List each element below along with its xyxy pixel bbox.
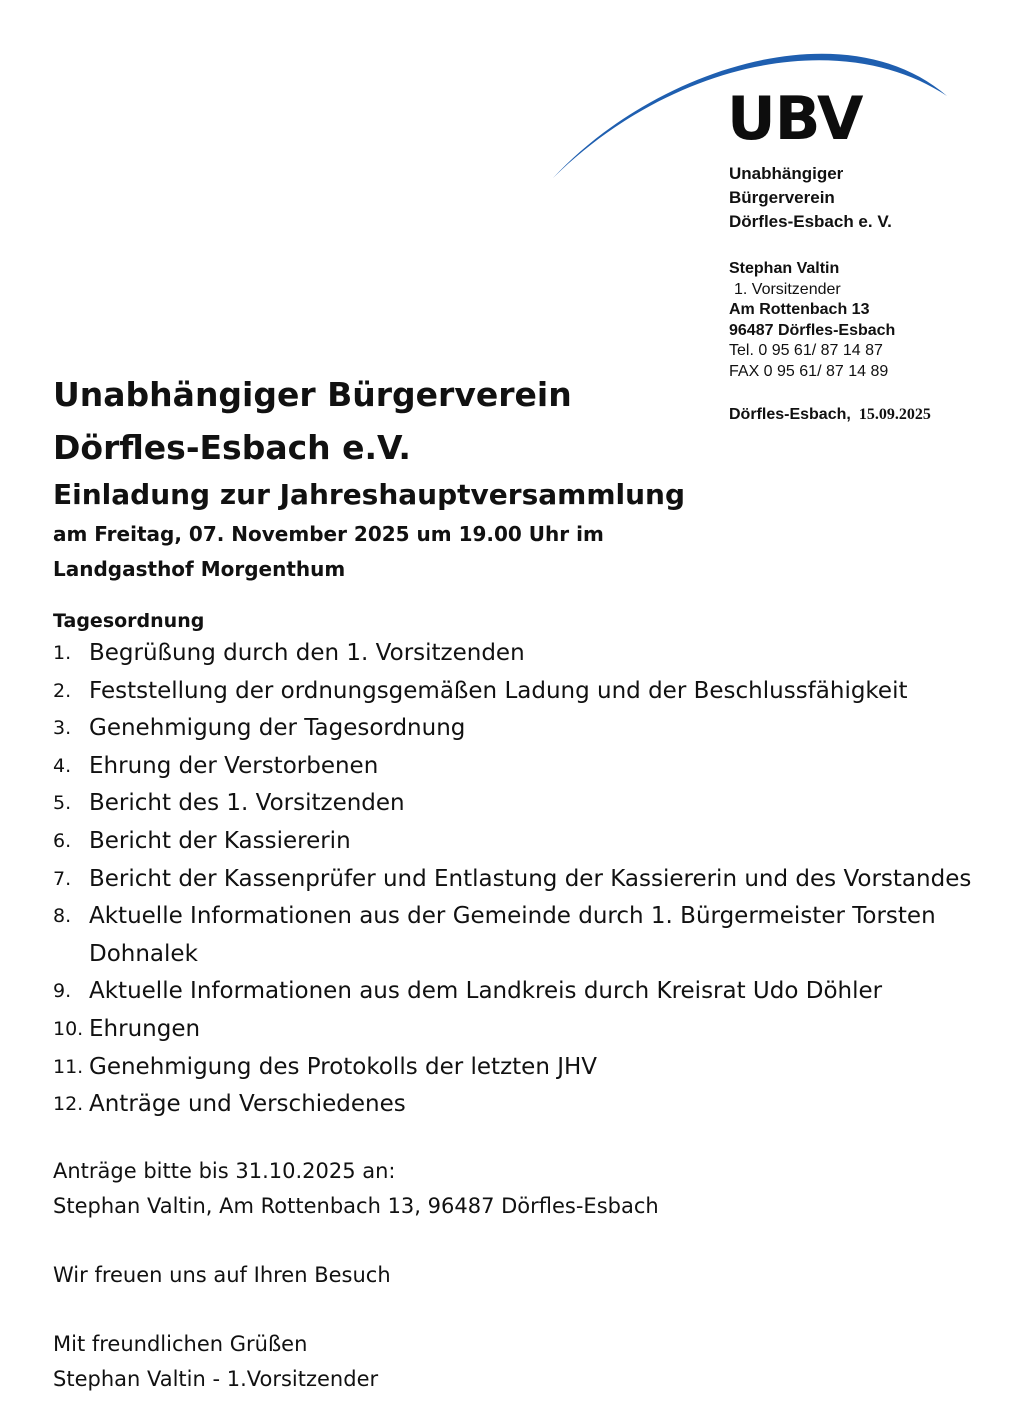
agenda-item — [53, 748, 983, 786]
contact-role: 1. Vorsitzender — [734, 280, 841, 298]
agenda-item-text: Anträge und Verschiedenes — [89, 1091, 406, 1118]
agenda-item — [53, 973, 983, 1011]
agenda-item-number: 7. — [53, 867, 72, 890]
invitation-heading: Einladung zur Jahreshauptversammlung — [53, 478, 686, 511]
agenda-item-text: Bericht der Kassenprüfer und Entlastung der Kassiererin und des Vorstandes — [89, 865, 972, 892]
agenda-item-text: Aktuelle Informationen aus der Gemeinde durch 1. Bürgermeister Torsten Dohnalek — [89, 903, 936, 967]
meeting-date: am Freitag, 07. November 2025 um 19.00 Uhr im — [53, 522, 604, 546]
agenda-item-number: 2. — [53, 679, 72, 702]
agenda-item-number: 11. — [53, 1055, 84, 1078]
agenda-item — [53, 898, 983, 973]
agenda-item — [53, 1049, 983, 1087]
agenda-item-text: Ehrung der Verstorbenen — [89, 752, 379, 779]
letter-body — [53, 368, 983, 1397]
contact-fax: FAX 0 95 61/ 87 14 89 — [729, 362, 889, 380]
meeting-location: Landgasthof Morgenthum — [53, 557, 346, 581]
visit-note: Wir freuen uns auf Ihren Besuch — [53, 1262, 391, 1287]
requests-deadline: Anträge bitte bis 31.10.2025 an: — [53, 1158, 396, 1183]
agenda-item-text: Ehrungen — [89, 1015, 201, 1042]
agenda-item-number: 6. — [53, 829, 72, 852]
agenda-item-text: Begrüßung durch den 1. Vorsitzenden — [89, 640, 525, 666]
agenda-item-number: 1. — [53, 642, 72, 664]
agenda-item-number: 10. — [53, 1017, 84, 1040]
agenda-item-text: Aktuelle Informationen aus dem Landkreis durch Kreisrat Udo Döhler — [89, 978, 883, 1005]
agenda-item — [53, 823, 983, 861]
agenda-item — [53, 785, 983, 823]
org-name-line-3: Dörfles-Esbach e. V. — [729, 212, 892, 231]
letter-place: Dörfles-Esbach, — [729, 406, 851, 423]
agenda-item-number: 4. — [53, 754, 72, 777]
agenda-heading: Tagesordnung — [53, 610, 205, 632]
agenda-item — [53, 635, 983, 673]
agenda-item-number: 12. — [53, 1093, 84, 1116]
contact-name: Stephan Valtin — [729, 260, 840, 277]
contact-city: 96487 Dörfles-Esbach — [729, 321, 896, 339]
agenda-item — [53, 861, 983, 899]
agenda-item-number: 3. — [53, 717, 72, 740]
greeting: Mit freundlichen Grüßen — [53, 1331, 308, 1356]
agenda-item — [53, 673, 983, 711]
org-name-line-1: Unabhängiger — [729, 164, 844, 183]
requests-address: Stephan Valtin, Am Rottenbach 13, 96487 Dörfles-Esbach — [53, 1193, 659, 1218]
agenda-item-text: Bericht des 1. Vorsitzenden — [89, 790, 405, 817]
agenda-item-text: Bericht der Kassiererin — [89, 827, 351, 854]
agenda-item-text: Genehmigung des Protokolls der letzten JHV — [89, 1053, 598, 1080]
agenda-item — [53, 1086, 983, 1124]
agenda-item-text: Feststellung der ordnungsgemäßen Ladung und der Beschlussfähigkeit — [89, 677, 908, 704]
agenda-item-number: 5. — [53, 792, 72, 815]
signature: Stephan Valtin - 1.Vorsitzender — [53, 1366, 379, 1391]
agenda-item-number: 8. — [53, 905, 72, 928]
contact-tel: Tel. 0 95 61/ 87 14 87 — [729, 342, 883, 359]
contact-street: Am Rottenbach 13 — [729, 301, 870, 318]
agenda-item-number: 9. — [53, 980, 72, 1003]
letter-date: 15.09.2025 — [858, 406, 931, 423]
closing-section — [53, 1154, 983, 1397]
agenda-list — [53, 635, 983, 1124]
agenda-item — [53, 1011, 983, 1049]
agenda-item — [53, 710, 983, 748]
title-line-2: Dörfles-Esbach e.V. — [53, 428, 411, 467]
logo-ubv: UBV — [727, 84, 863, 154]
agenda-item-text: Genehmigung der Tagesordnung — [89, 715, 466, 742]
org-name-line-2: Bürgerverein — [729, 188, 835, 207]
title-line-1: Unabhängiger Bürgerverein — [53, 375, 572, 414]
